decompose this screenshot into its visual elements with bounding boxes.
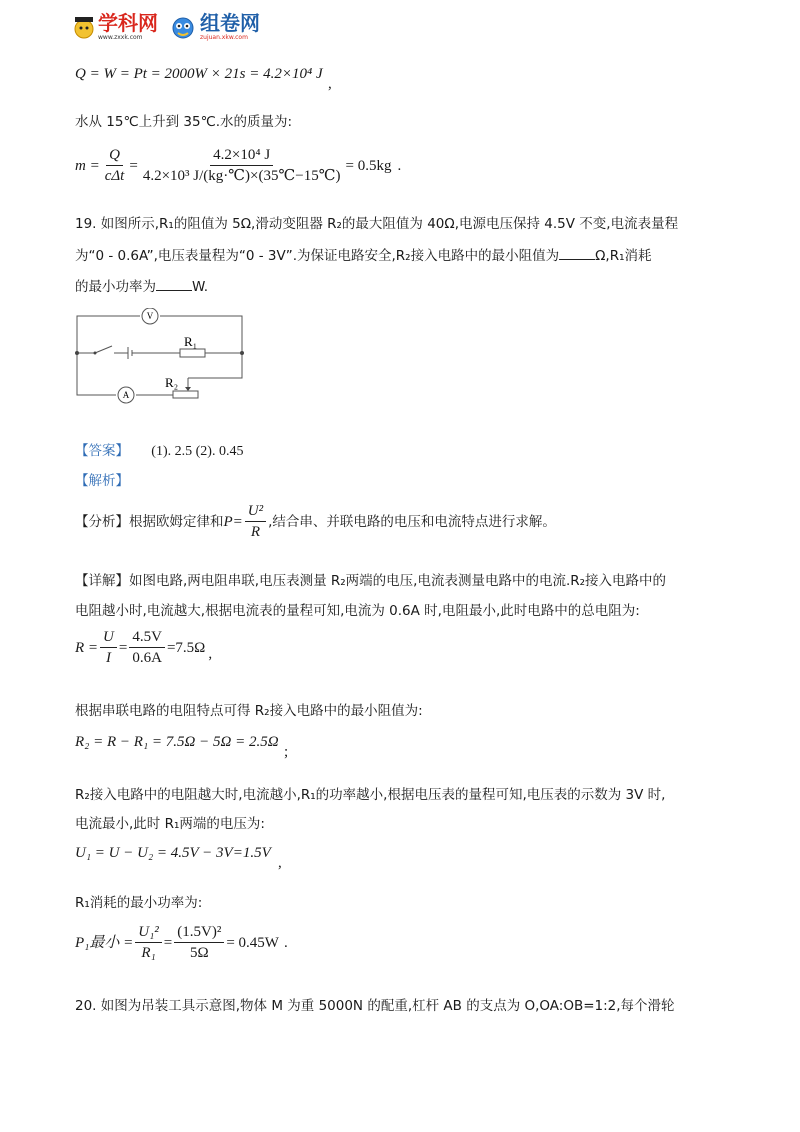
eq-P-equals: = bbox=[163, 934, 173, 951]
r2-line2: 电流最小,此时 R₁两端的电压为: bbox=[75, 816, 265, 832]
eq-heat: Q = W = Pt = 2000W × 21s = 4.2×10⁴ J bbox=[75, 66, 323, 82]
q19-line2b: Ω,R₁消耗 bbox=[595, 248, 652, 264]
eq-mass-rhs: = 0.5kg bbox=[345, 157, 392, 174]
fenxi-text-a: 【分析】根据欧姆定律和 bbox=[75, 513, 224, 530]
q19-blank2 bbox=[156, 276, 192, 291]
eq-R-equals: = bbox=[118, 639, 128, 656]
detail-line2: 电阻越小时,电流越大,根据电流表的量程可知,电流为 0.6A 时,电阻最小,此时电路中的总电阻为: bbox=[75, 603, 640, 619]
fenxi-num: U² bbox=[245, 502, 266, 522]
fenxi-frac bbox=[245, 502, 266, 541]
q19-line1: 19. 如图所示,R₁的阻值为 5Ω,滑动变阻器 R₂的最大阻值为 40Ω,电源电压保持 4.5V 不变,电流表量程 bbox=[75, 216, 679, 232]
q19-line3b: W. bbox=[192, 279, 209, 295]
eq-P bbox=[75, 923, 288, 962]
ammeter-symbol bbox=[118, 387, 134, 403]
r2-label: R₂ bbox=[165, 375, 179, 390]
eq-mass-frac1 bbox=[102, 146, 128, 185]
eq-R-frac1 bbox=[100, 628, 117, 667]
eq-R-comma: , bbox=[208, 645, 213, 662]
logo-zujuan-url: zujuan.xkw.com bbox=[200, 34, 248, 41]
eq-R-lhs: R = bbox=[75, 639, 99, 656]
fenxi-den: R bbox=[250, 524, 261, 540]
circuit-diagram bbox=[70, 308, 250, 410]
eq-P-frac1 bbox=[135, 923, 162, 962]
eq-equals: = bbox=[129, 157, 138, 174]
answer-row bbox=[75, 441, 243, 462]
eq-P-period: . bbox=[283, 934, 288, 951]
eq-U1-comma: , bbox=[278, 855, 282, 871]
zujuan-mascot-icon bbox=[168, 13, 198, 41]
line-series: 根据串联电路的电阻特点可得 R₂接入电路中的最小阻值为: bbox=[75, 703, 423, 719]
slider-arrow-icon bbox=[185, 387, 191, 391]
answer-text: (1). 2.5 (2). 0.45 bbox=[151, 444, 244, 459]
line-water-temp: 水从 15℃上升到 35℃.水的质量为: bbox=[75, 114, 293, 130]
circuit-node-left bbox=[75, 351, 79, 355]
detail-line1: 【详解】如图电路,两电阻串联,电压表测量 R₂两端的电压,电流表测量电路中的电流.R₂接入电路中的 bbox=[75, 573, 667, 589]
eq-P-num2: (1.5V)² bbox=[174, 923, 224, 943]
logo-zujuan-name: 组卷网 bbox=[200, 11, 260, 35]
ammeter-label: A bbox=[122, 390, 130, 400]
fenxi-row bbox=[75, 502, 556, 541]
eq-R2: R₂ = R − R₁ = 7.5Ω − 5Ω = 2.5Ω bbox=[75, 734, 279, 750]
voltmeter-label: V bbox=[146, 311, 154, 321]
switch-pivot bbox=[94, 352, 97, 355]
q19-blank1 bbox=[559, 245, 595, 260]
analysis-label: 【解析】 bbox=[75, 473, 129, 489]
eq-P-rhs: = 0.45W bbox=[226, 934, 279, 951]
q20-line1: 20. 如图为吊装工具示意图,物体 M 为重 5000N 的配重,杠杆 AB 的支点为 O,OA:OB=1:2,每个滑轮 bbox=[75, 998, 675, 1014]
eq-R-den2: 0.6A bbox=[132, 650, 162, 666]
eq-R-num1: U bbox=[100, 628, 117, 648]
eq-mass-num1: Q bbox=[106, 146, 123, 166]
eq-mass-den1: cΔt bbox=[104, 168, 125, 184]
eq-R-num2: 4.5V bbox=[129, 628, 165, 648]
q19-line3 bbox=[75, 276, 208, 297]
eq-mass-period: . bbox=[397, 157, 402, 174]
logo-zxxk-name: 学科网 bbox=[98, 11, 158, 35]
eq-R-rhs: =7.5Ω bbox=[166, 639, 206, 656]
eq-R-frac2 bbox=[129, 628, 165, 667]
eq-mass-den2: 4.2×10³ J/(kg·℃)×(35℃−15℃) bbox=[142, 168, 341, 184]
eq-mass-frac2 bbox=[140, 146, 344, 185]
fenxi-formula-lhs: P= bbox=[223, 513, 243, 530]
logo-zxxk-url: www.zxxk.com bbox=[98, 34, 143, 41]
eq-mass-lhs: m = bbox=[75, 157, 100, 174]
eq-P-num1: U₁² bbox=[135, 923, 162, 943]
r2-line1: R₂接入电路中的电阻越大时,电流越小,R₁的功率越小,根据电压表的量程可知,电压表的示数为 3V 时, bbox=[75, 787, 666, 803]
q19-line2a: 为“0 - 0.6A”,电压表量程为“0 - 3V”.为保证电路安全,R₂接入电路中的最小阻值为 bbox=[75, 248, 560, 264]
eq-P-den1: R₁ bbox=[141, 945, 156, 961]
eq-P-frac2 bbox=[174, 923, 224, 962]
q19-line3a: 的最小功率为 bbox=[75, 279, 156, 295]
q19-line2 bbox=[75, 245, 652, 266]
eq-R2-semicolon: ; bbox=[284, 744, 289, 760]
eq-R-den1: I bbox=[105, 650, 111, 666]
fenxi-text-b: ,结合串、并联电路的电压和电流特点进行求解。 bbox=[268, 513, 556, 530]
eq-R bbox=[75, 628, 212, 667]
eq-mass bbox=[75, 146, 401, 185]
line-power: R₁消耗的最小功率为: bbox=[75, 895, 203, 911]
header-logo-group bbox=[72, 12, 260, 41]
eq-mass-num2: 4.2×10⁴ J bbox=[210, 146, 273, 166]
r1-label: R₁ bbox=[184, 334, 198, 349]
zxxk-mascot-icon bbox=[72, 13, 96, 41]
voltmeter-symbol bbox=[142, 308, 158, 324]
eq-P-den2: 5Ω bbox=[189, 945, 209, 961]
eq-U1: U₁ = U − U₂ = 4.5V − 3V=1.5V bbox=[75, 845, 271, 861]
circuit-node-right bbox=[240, 351, 244, 355]
eq-P-lhs: P₁最小 = bbox=[75, 934, 134, 951]
answer-label: 【答案】 bbox=[75, 443, 129, 459]
eq-heat-comma: , bbox=[328, 76, 332, 92]
